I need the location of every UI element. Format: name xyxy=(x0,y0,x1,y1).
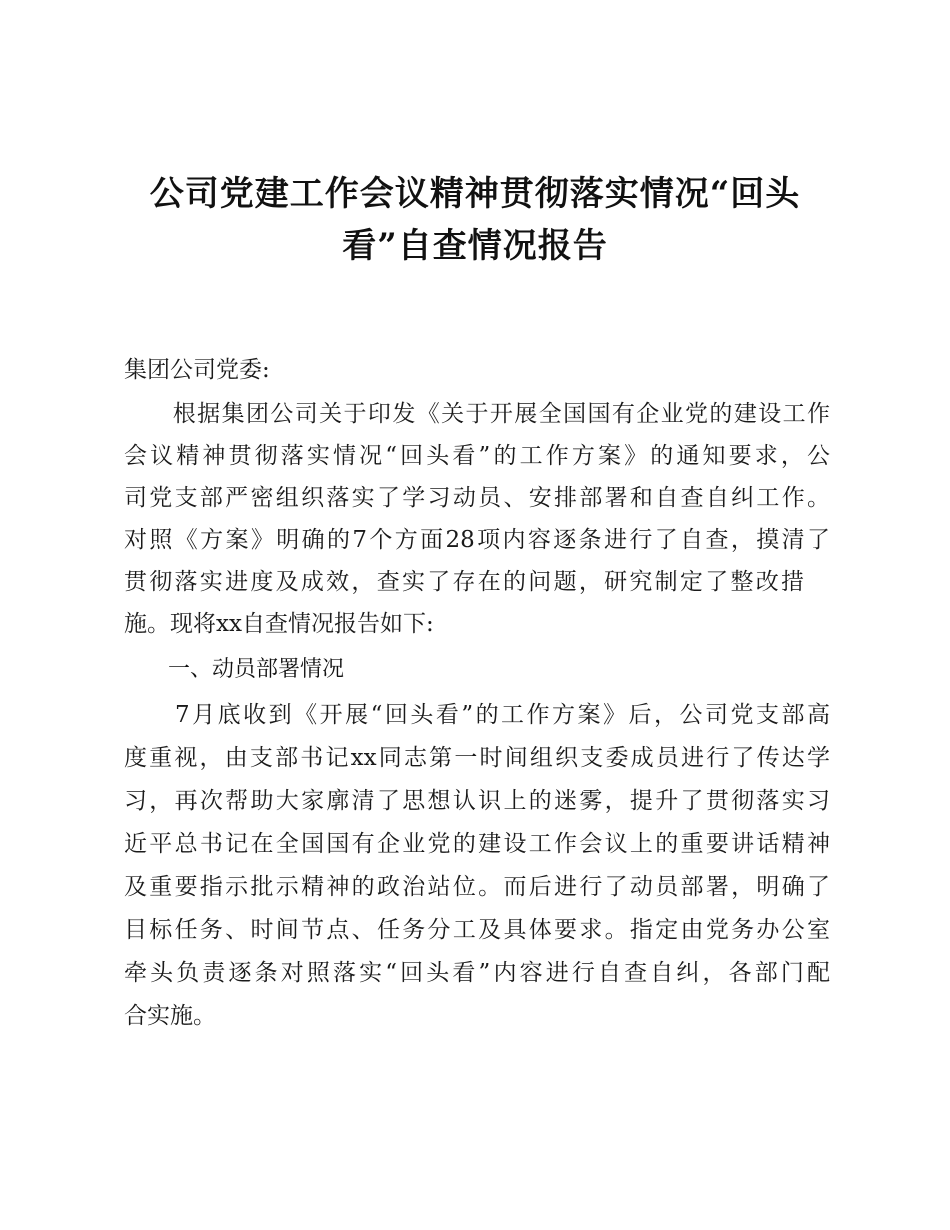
paragraph-line: 习，再次帮助大家廓清了思想认识上的迷雾，提升了贯彻落实习 xyxy=(124,788,830,814)
paragraph-line: 施。现将xx自查情况报告如下: xyxy=(124,611,434,637)
paragraph-line: 牵头负责逐条对照落实“回头看”内容进行自查自纠，各部门配 xyxy=(124,960,830,986)
paragraph-line: 根据集团公司关于印发《关于开展全国国有企业党的建设工作 xyxy=(124,401,830,427)
paragraph-line: 目标任务、时间节点、任务分工及具体要求。指定由党务办公室 xyxy=(124,917,830,943)
paragraph-line: 及重要指示批示精神的政治站位。而后进行了动员部署，明确了 xyxy=(124,874,830,900)
paragraph-line: 司党支部严密组织落实了学习动员、安排部署和自查自纠工作。 xyxy=(124,485,830,511)
paragraph-line: 贯彻落实进度及成效，查实了存在的问题，研究制定了整改措 xyxy=(124,569,804,595)
paragraph-line: 近平总书记在全国国有企业党的建设工作会议上的重要讲话精神 xyxy=(124,831,830,857)
section-heading: 一、动员部署情况 xyxy=(124,657,345,682)
title-line-1: 公司党建工作会议精神贯彻落实情况“回头 xyxy=(149,174,801,214)
salutation: 集团公司党委: xyxy=(124,357,270,383)
paragraph-line: 合实施。 xyxy=(124,1003,216,1029)
title-line-2: 看”自查情况报告 xyxy=(342,226,608,266)
document-title xyxy=(120,168,830,272)
paragraph-line: 度重视，由支部书记xx同志第一时间组织支委成员进行了传达学 xyxy=(124,745,830,771)
paragraph-line: 7月底收到《开展“回头看”的工作方案》后，公司党支部高 xyxy=(124,702,830,728)
paragraph-line: 对照《方案》明确的7个方面28项内容逐条进行了自查，摸清了 xyxy=(124,527,830,553)
paragraph-line: 会议精神贯彻落实情况“回头看”的工作方案》的通知要求，公 xyxy=(124,443,830,469)
